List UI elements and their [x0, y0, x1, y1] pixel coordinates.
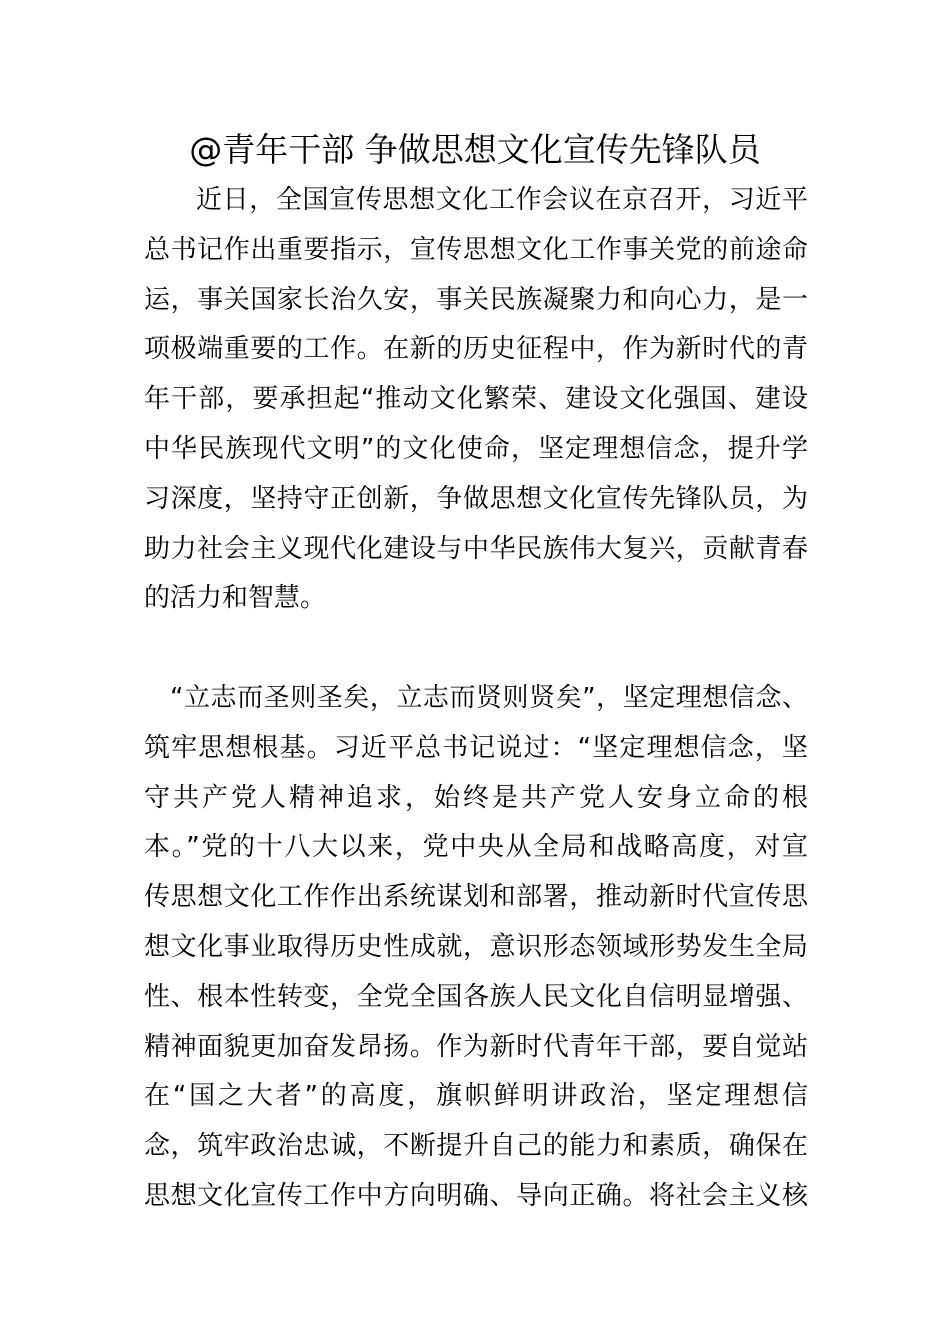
text-line: 精神面貌更加奋发昂扬。作为新时代青年干部，要自觉站: [144, 1031, 808, 1062]
text-line: 在“国之大者”的高度，旗帜鲜明讲政治，坚定理想信: [144, 1081, 808, 1112]
text-line: 近日，全国宣传思想文化工作会议在京召开，习近平: [196, 185, 808, 215]
text-line: 本。”党的十八大以来，党中央从全局和战略高度，对宣: [144, 832, 808, 863]
text-line: 项极端重要的工作。在新的历史征程中，作为新时代的青: [144, 334, 808, 365]
text-line: 总书记作出重要指示，宣传思想文化工作事关党的前途命: [144, 234, 808, 265]
text-line: 传思想文化工作作出系统谋划和部署，推动新时代宣传思: [144, 882, 808, 913]
paragraph-intro: [144, 176, 808, 624]
text-line: 年干部，要承担起“推动文化繁荣、建设文化强国、建设: [144, 384, 808, 415]
document-title: @青年干部 争做思想文化宣传先锋队员: [189, 130, 761, 169]
text-line: 助力社会主义现代化建设与中华民族伟大复兴，贡献青春: [144, 533, 808, 564]
text-line: 习深度，坚持守正创新，争做思想文化宣传先锋队员，为: [144, 483, 808, 514]
text-line: 念，筑牢政治忠诚，不断提升自己的能力和素质，确保在: [144, 1131, 808, 1162]
text-line: 守共产党人精神追求，始终是共产党人安身立命的根: [144, 782, 808, 813]
text-line: 思想文化宣传工作中方向明确、导向正确。将社会主义核: [144, 1180, 808, 1211]
text-line: 筑牢思想根基。习近平总书记说过：“坚定理想信念，坚: [144, 732, 808, 763]
text-line: “立志而圣则圣矣，立志而贤则贤矣”，坚定理想信念、: [170, 683, 808, 713]
text-line: 的活力和智慧。: [144, 583, 327, 614]
text-line: 性、根本性转变，全党全国各族人民文化自信明显增强、: [144, 981, 808, 1012]
text-line: 想文化事业取得历史性成就，意识形态领域形势发生全局: [144, 931, 808, 962]
paragraph-ideals: [144, 674, 808, 1222]
text-line: 中华民族现代文明”的文化使命，坚定理想信念，提升学: [144, 433, 808, 464]
text-line: 运，事关国家长治久安，事关民族凝聚力和向心力，是一: [144, 284, 808, 315]
